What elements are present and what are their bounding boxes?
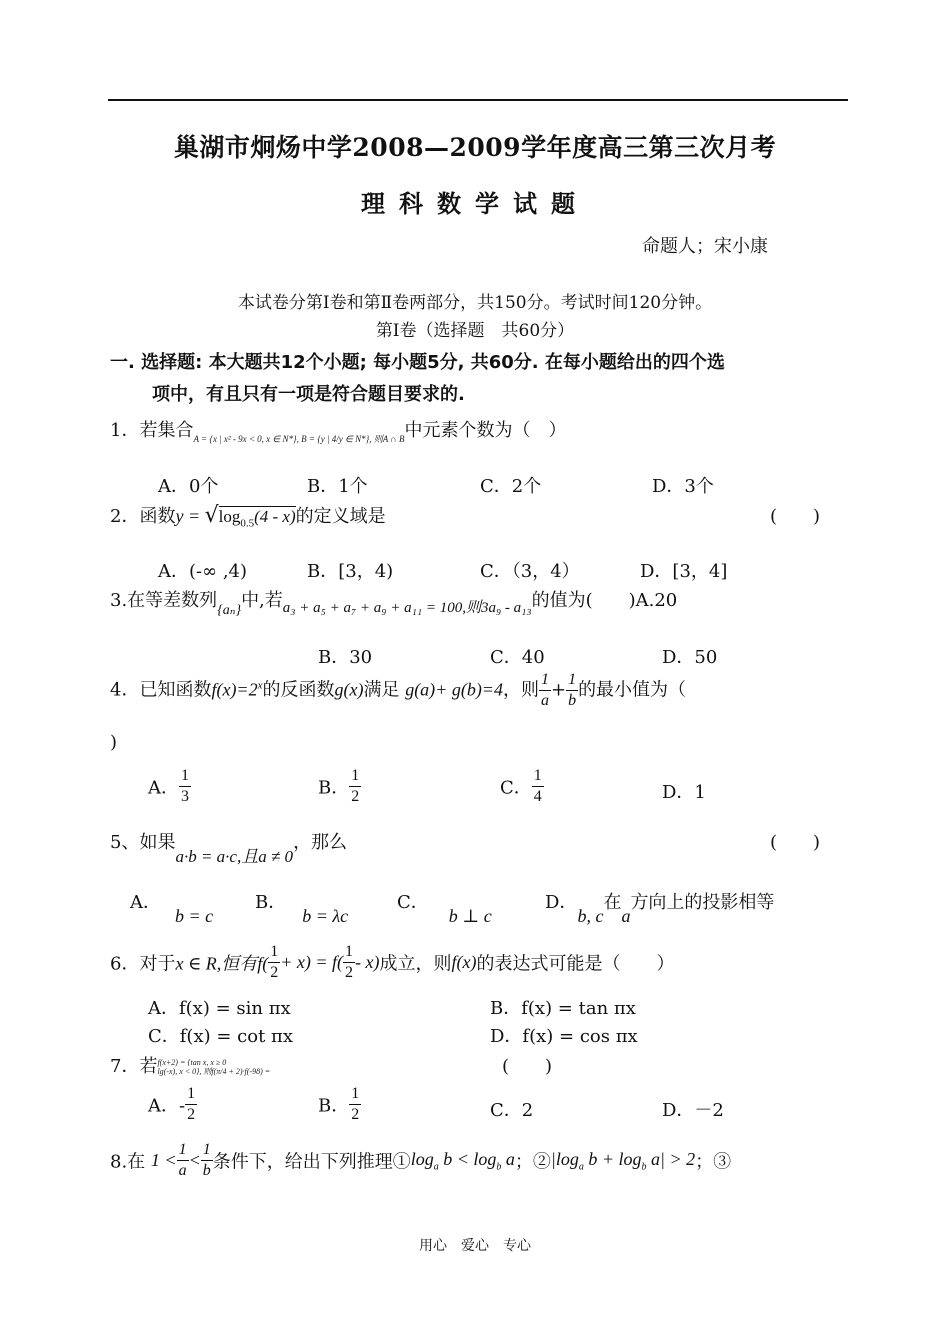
q5-option-d-a: a xyxy=(621,906,631,926)
question-5 xyxy=(110,828,347,867)
q5-option-d-text1: 在 xyxy=(603,892,622,913)
q5-option-d-text2: 方向上的投影相等 xyxy=(630,892,775,913)
q8-formula2 xyxy=(550,1148,696,1173)
q2-log-arg: (4 - x) xyxy=(254,507,296,526)
q2-option-d: D．[3，4] xyxy=(640,561,728,582)
q8-f1-mid: b < log xyxy=(438,1148,497,1169)
q5-option-a-formula: b = c xyxy=(175,906,214,926)
q4-f: f(x)=2 xyxy=(211,679,258,700)
q6-frac-2 xyxy=(343,942,355,983)
q5-suffix: ，那么 xyxy=(293,832,348,853)
q6-frac-1-num: 1 xyxy=(268,942,280,963)
q5-formula: a·b = a·c,且a ≠ 0 xyxy=(175,847,294,866)
q8-f1-base: a xyxy=(433,1161,439,1173)
q4-text5: 的最小值为（ xyxy=(578,679,687,701)
q4-plus: + xyxy=(550,679,567,701)
q4-option-b xyxy=(318,766,361,807)
q5-option-b-formula: b = λc xyxy=(302,906,349,926)
q4-option-a-num: 1 xyxy=(179,766,191,787)
q4-option-a-den: 3 xyxy=(181,788,189,805)
q8-f1-base2: b xyxy=(496,1161,502,1173)
q6-cond3: - x) xyxy=(355,952,380,972)
q4-frac-a-num: 1 xyxy=(539,670,551,691)
q4-option-a-label: A． xyxy=(148,777,179,799)
q6-option-c: C．f(x) = cot πx xyxy=(148,1026,294,1047)
q2-option-a: A．(-∞ ,4) xyxy=(158,561,248,582)
exam-subtitle: 理科数学试题 xyxy=(361,189,589,218)
q5-prefix: 5、如果 xyxy=(110,832,176,853)
q6-suffix2: 的表达式可能是（ ） xyxy=(476,953,675,975)
q7-formula-line1: f(x+2) = {tan x, x ≥ 0 xyxy=(157,1058,227,1067)
q3-option-c: C．40 xyxy=(490,647,545,668)
q4-cond: g(a)+ g(b)=4 xyxy=(405,679,503,700)
question-2 xyxy=(110,502,386,529)
q8-frac-a xyxy=(177,1140,189,1181)
q3-option-d: D．50 xyxy=(662,647,718,668)
q4-text1: 4．已知函数 xyxy=(110,679,212,701)
q5-option-a-label: A． xyxy=(130,892,161,913)
q4-frac-b-num: 1 xyxy=(566,670,578,691)
q4-frac-b xyxy=(566,670,578,711)
q5-option-d-label: D． xyxy=(545,892,578,913)
section-heading-line2: 项中，有且只有一项是符合题目要求的. xyxy=(152,384,465,405)
q8-f2-end: a| > 2 xyxy=(646,1148,696,1169)
intro-line: 本试卷分第Ⅰ卷和第Ⅱ卷两部分，共150分。考试时间120分钟。 xyxy=(237,293,713,313)
q2-option-b: B．[3，4) xyxy=(307,561,394,582)
q8-prefix: 8.在 xyxy=(110,1151,146,1173)
q4-option-b-num: 1 xyxy=(349,766,361,787)
q3-formula: a₃ + a₅ + a₇ + a₉ + a₁₁ = 100,则3a₉ - a₁₃ xyxy=(282,600,532,616)
q7-formula-line2: lg(-x), x < 0}, 则f(π/4 + 2)·f(-98) = xyxy=(157,1067,271,1076)
q7-option-d: D．－2 xyxy=(662,1100,724,1121)
q1-option-d: D．3个 xyxy=(652,476,714,497)
q7-option-b-label: B． xyxy=(318,1095,350,1117)
q4-close-paren: ) xyxy=(110,732,118,753)
q2-formula-y: y = xyxy=(175,506,205,526)
q5-option-d-formula: b, c xyxy=(577,906,604,926)
q7-option-c: C．2 xyxy=(490,1100,534,1121)
header-rule xyxy=(108,99,848,101)
q4-option-a xyxy=(148,766,191,807)
question-8 xyxy=(110,1140,731,1181)
q5-option-b-label: B． xyxy=(255,892,287,913)
q8-text1: 条件下，给出下列推理① xyxy=(212,1151,411,1173)
q3-mid: 中,若 xyxy=(241,590,283,611)
question-4 xyxy=(110,670,686,711)
q2-log: log xyxy=(218,507,241,526)
q6-prefix: 6．对于 xyxy=(110,953,176,975)
q4-f-exp: x xyxy=(257,679,263,692)
q8-cond-a: 1 < xyxy=(150,1150,177,1170)
part-one-heading: 第Ⅰ卷（选择题 共60分） xyxy=(375,321,575,341)
q1-formula: A = {x | x² - 9x < 0, x ∈ N*}, B = {y | 4/y ∈ N*}, 则A ∩ B xyxy=(193,434,405,444)
q6-cond1: x ∈ R,恒有f( xyxy=(175,953,269,974)
q6-option-b: B．f(x) = tan πx xyxy=(490,998,636,1019)
q4-option-c xyxy=(500,766,544,807)
q8-frac-a-num: 1 xyxy=(177,1140,189,1161)
question-1 xyxy=(110,416,567,445)
q1-suffix: 中元素个数为（ ） xyxy=(404,420,567,441)
q4-option-c-den: 4 xyxy=(533,788,542,805)
q3-option-b: B．30 xyxy=(318,647,373,668)
q4-option-c-num: 1 xyxy=(532,766,544,787)
q5-answer-paren: ( ) xyxy=(770,832,821,853)
section-heading-line1: 一. 选择题: 本大题共12个小题; 每小题5分, 共60分. 在每小题给出的四个选 xyxy=(110,352,725,373)
q7-option-b-num: 1 xyxy=(349,1084,361,1105)
q6-option-d: D．f(x) = cos πx xyxy=(490,1026,638,1047)
q8-f1-log: log xyxy=(410,1148,434,1169)
q7-option-a xyxy=(148,1084,197,1125)
q6-frac-2-den: 2 xyxy=(345,964,354,981)
q8-f2-mid: b + log xyxy=(583,1148,642,1169)
q4-frac-a xyxy=(539,670,551,711)
q4-frac-a-den: a xyxy=(540,692,549,709)
q8-frac-b xyxy=(201,1140,213,1181)
q2-prefix: 2．函数 xyxy=(110,506,176,527)
q4-option-d: D．1 xyxy=(662,782,706,803)
q4-option-a-frac xyxy=(179,766,191,807)
q4-g: g(x) xyxy=(334,679,364,700)
q8-f2-log: |log xyxy=(550,1148,579,1169)
q6-suffix1: 成立，则 xyxy=(379,953,452,975)
q8-frac-b-den: b xyxy=(202,1162,211,1179)
q8-f2-base2: b xyxy=(641,1161,647,1173)
q2-radicand xyxy=(218,506,296,530)
q4-option-b-den: 2 xyxy=(351,788,360,805)
exam-title: 巢湖市炯炀中学2008—2009学年度高三第三次月考 xyxy=(173,133,777,162)
q4-option-b-label: B． xyxy=(318,777,350,799)
q7-option-a-num: 1 xyxy=(185,1084,197,1105)
q2-suffix: 的定义域是 xyxy=(295,506,386,527)
q4-text4: ，则 xyxy=(502,679,539,701)
q1-option-a: A．0个 xyxy=(158,476,219,497)
q6-option-a: A．f(x) = sin πx xyxy=(148,998,291,1019)
q3-seq: {aₙ} xyxy=(217,603,242,618)
q3-prefix: 3.在等差数列 xyxy=(110,590,218,611)
q8-sep2: ；③ xyxy=(695,1151,732,1173)
q8-sep1: ；② xyxy=(514,1151,551,1173)
q1-option-c: C．2个 xyxy=(480,476,542,497)
q7-option-a-label: A．- xyxy=(148,1095,186,1117)
q4-frac-b-den: b xyxy=(568,692,577,709)
q7-option-a-den: 2 xyxy=(187,1106,196,1123)
q7-formula xyxy=(157,1058,270,1076)
q1-option-b: B．1个 xyxy=(307,476,368,497)
q5-option-c-formula: b ⊥ c xyxy=(448,906,492,926)
q4-option-c-frac xyxy=(532,766,544,807)
q7-answer-paren: ( ) xyxy=(502,1056,553,1077)
q7-prefix: 7．若 xyxy=(110,1056,158,1077)
q2-answer-paren: ( ) xyxy=(770,506,821,527)
q2-option-c: C．（3，4） xyxy=(480,561,580,582)
q8-lt: < xyxy=(188,1150,201,1170)
q4-text2: 的反函数 xyxy=(262,679,335,701)
q8-f2-base: a xyxy=(578,1161,584,1173)
sqrt-icon: √ xyxy=(204,503,219,528)
author-line: 命题人；宋小康 xyxy=(642,236,768,257)
q4-option-c-label: C． xyxy=(500,777,532,799)
q8-frac-b-num: 1 xyxy=(201,1140,213,1161)
q6-fx: f(x) xyxy=(451,952,477,972)
question-7 xyxy=(110,1052,270,1078)
q5-option-a xyxy=(130,888,213,927)
q8-f1-end: a xyxy=(501,1148,515,1169)
question-6 xyxy=(110,942,675,983)
q7-option-a-frac xyxy=(185,1084,197,1125)
q2-log-base: 0.5 xyxy=(240,517,255,530)
q7-option-b-frac xyxy=(349,1084,361,1125)
q5-option-c xyxy=(397,888,492,927)
q3-suffix: 的值为( )A.20 xyxy=(531,590,678,611)
q7-option-b-den: 2 xyxy=(351,1106,360,1123)
page-footer: 用心 爱心 专心 xyxy=(419,1238,531,1254)
q4-option-b-frac xyxy=(349,766,361,807)
q6-frac-1 xyxy=(268,942,280,983)
q6-frac-2-num: 1 xyxy=(343,942,355,963)
q1-prefix: 1．若集合 xyxy=(110,420,194,441)
q5-option-b xyxy=(255,888,348,927)
q7-option-b xyxy=(318,1084,361,1125)
q8-formula1 xyxy=(410,1148,515,1173)
q6-frac-1-den: 2 xyxy=(270,964,279,981)
q5-option-c-label: C． xyxy=(397,892,429,913)
q6-cond2: + x) = f( xyxy=(280,952,344,972)
q8-frac-a-den: a xyxy=(178,1162,187,1179)
q4-text3: 满足 xyxy=(363,679,400,701)
question-3 xyxy=(110,586,677,619)
q5-option-d xyxy=(545,888,774,927)
